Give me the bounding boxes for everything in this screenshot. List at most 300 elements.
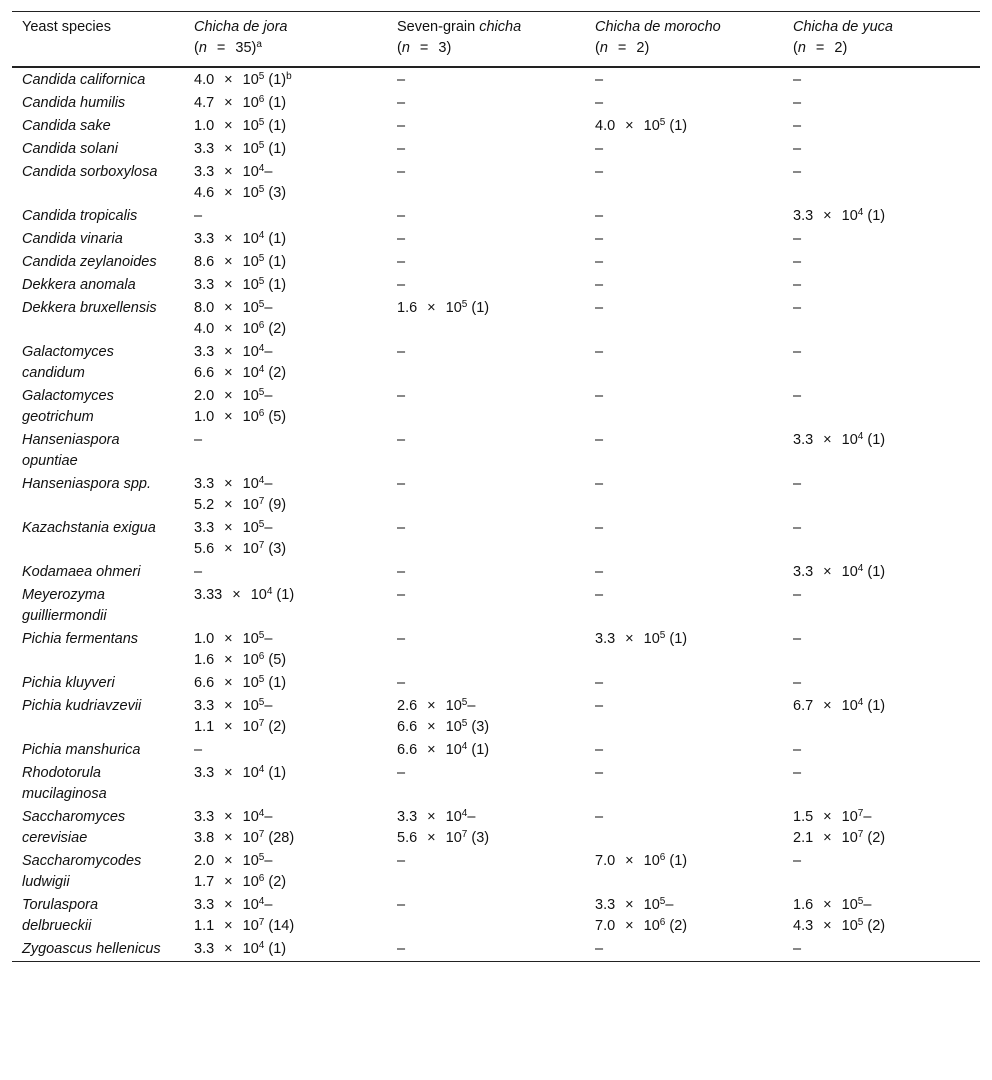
table-row bbox=[12, 473, 980, 517]
sample-count: (n = 3) bbox=[397, 40, 452, 56]
cell-jora bbox=[184, 251, 387, 274]
mantissa: 7.0 bbox=[595, 918, 616, 934]
exponent: 7 bbox=[461, 829, 468, 840]
count-value: $4.0 \times 10^5$ $(1)^b$ bbox=[194, 71, 292, 88]
exponent: 5 bbox=[258, 852, 265, 863]
mantissa: 1.6 bbox=[793, 897, 814, 913]
species-name: Hanseniaspora spp. bbox=[22, 476, 151, 492]
beverage-name-italic: chicha bbox=[479, 19, 522, 35]
species-name: Saccharomycodes ludwigii bbox=[22, 853, 142, 890]
mantissa: 3.8 bbox=[194, 830, 215, 846]
count-value: $3.3 \times 10^4$ (1) bbox=[194, 230, 287, 247]
exponent: 5 bbox=[258, 184, 265, 195]
mantissa: 3.3 bbox=[793, 208, 814, 224]
sample-count-value: 3 bbox=[438, 40, 447, 56]
cell-seven bbox=[387, 341, 585, 385]
exponent: 4 bbox=[258, 808, 265, 819]
mantissa: 1.1 bbox=[194, 918, 215, 934]
species-name: Pichia kudriavzevii bbox=[22, 698, 142, 714]
cell-seven bbox=[387, 517, 585, 561]
sample-count-value: 2 bbox=[834, 40, 843, 56]
table-row bbox=[12, 695, 980, 739]
count-value: $6.6 \times 10^5$ (1) bbox=[194, 674, 287, 691]
cell-seven bbox=[387, 695, 585, 739]
suffix: – bbox=[264, 476, 273, 492]
cell-jora bbox=[184, 850, 387, 894]
mantissa: 3.3 bbox=[194, 698, 215, 714]
exponent: 4 bbox=[258, 343, 265, 354]
exponent: 6 bbox=[258, 94, 265, 105]
mantissa: 3.3 bbox=[194, 765, 215, 781]
cell-morocho bbox=[585, 251, 783, 274]
empty-value: – bbox=[793, 277, 802, 293]
cell-seven bbox=[387, 561, 585, 584]
mantissa: 6.6 bbox=[397, 719, 418, 735]
count-value: $3.3 \times 10^4$ (1) bbox=[793, 207, 886, 224]
suffix: (1) bbox=[863, 698, 886, 714]
mantissa: 7.0 bbox=[595, 853, 616, 869]
table-row bbox=[12, 739, 980, 762]
species-name: Dekkera bruxellensis bbox=[22, 300, 157, 316]
count-value: $3.3 \times 10^4-$ bbox=[194, 808, 273, 825]
cell-morocho bbox=[585, 385, 783, 429]
count-value: $6.6 \times 10^4$ (2) bbox=[194, 364, 287, 381]
cell-yuca bbox=[783, 385, 980, 429]
count-value: $6.6 \times 10^5$ (3) bbox=[397, 718, 490, 735]
cell-morocho bbox=[585, 115, 783, 138]
empty-value: – bbox=[595, 95, 604, 111]
cell-jora bbox=[184, 138, 387, 161]
species-name: Saccharomyces cerevisiae bbox=[22, 809, 126, 846]
cell-jora bbox=[184, 341, 387, 385]
cell-morocho bbox=[585, 672, 783, 695]
exponent: 5 bbox=[461, 299, 468, 310]
cell-yuca bbox=[783, 561, 980, 584]
empty-value: – bbox=[397, 254, 406, 270]
exponent: 5 bbox=[258, 519, 265, 530]
species-name: Galactomyces geotrichum bbox=[22, 388, 114, 425]
cell-jora bbox=[184, 894, 387, 938]
count-value: $4.3 \times 10^5$ (2) bbox=[793, 917, 886, 934]
cell-yuca bbox=[783, 584, 980, 628]
empty-value: – bbox=[194, 564, 203, 580]
suffix: – bbox=[264, 809, 273, 825]
count-value: $3.3 \times 10^4$ (1) bbox=[793, 563, 886, 580]
exponent: 4 bbox=[266, 586, 273, 597]
exponent: 5 bbox=[659, 896, 666, 907]
cell-yuca bbox=[783, 341, 980, 385]
mantissa: 6.6 bbox=[194, 365, 215, 381]
column-header bbox=[387, 12, 585, 68]
empty-value: – bbox=[595, 208, 604, 224]
mantissa: 8.0 bbox=[194, 300, 215, 316]
mantissa: 1.0 bbox=[194, 631, 215, 647]
cell-yuca bbox=[783, 67, 980, 92]
count-value: $3.8 \times 10^7$ (28) bbox=[194, 829, 295, 846]
cell-seven bbox=[387, 672, 585, 695]
cell-morocho bbox=[585, 517, 783, 561]
empty-value: – bbox=[397, 587, 406, 603]
exponent: 5 bbox=[258, 674, 265, 685]
count-value: $2.0 \times 10^5-$ bbox=[194, 852, 273, 869]
count-value: $3.3 \times 10^5$ (1) bbox=[194, 140, 287, 157]
beverage-name: Seven-grain bbox=[397, 19, 476, 35]
species-name: Kodamaea ohmeri bbox=[22, 564, 141, 580]
cell-seven bbox=[387, 762, 585, 806]
suffix: (1) bbox=[467, 742, 490, 758]
table-row bbox=[12, 274, 980, 297]
table-header bbox=[12, 12, 980, 68]
empty-value: – bbox=[397, 208, 406, 224]
column-header bbox=[184, 12, 387, 68]
count-value: $7.0 \times 10^6$ (2) bbox=[595, 917, 688, 934]
mantissa: 6.6 bbox=[397, 742, 418, 758]
footnote-marker: a bbox=[256, 39, 262, 50]
exponent: 7 bbox=[857, 808, 864, 819]
cell-yuca bbox=[783, 138, 980, 161]
empty-value: – bbox=[793, 141, 802, 157]
count-value: $2.6 \times 10^5-$ bbox=[397, 697, 476, 714]
suffix: (1) bbox=[264, 95, 287, 111]
sample-count: (n = 2) bbox=[793, 40, 848, 56]
cell-jora bbox=[184, 67, 387, 92]
empty-value: – bbox=[793, 231, 802, 247]
empty-value: – bbox=[595, 941, 604, 957]
suffix: (1) bbox=[264, 277, 287, 293]
empty-value: – bbox=[595, 277, 604, 293]
exponent: 5 bbox=[659, 630, 666, 641]
mantissa: 1.6 bbox=[194, 652, 215, 668]
suffix: (2) bbox=[264, 719, 287, 735]
suffix: (2) bbox=[264, 874, 287, 890]
table-row bbox=[12, 584, 980, 628]
table-row bbox=[12, 205, 980, 228]
cell-seven bbox=[387, 473, 585, 517]
suffix: (1) bbox=[863, 208, 886, 224]
count-value: $3.3 \times 10^4$ (1) bbox=[194, 764, 287, 781]
suffix: (1) bbox=[264, 141, 287, 157]
empty-value: – bbox=[595, 476, 604, 492]
cell-yuca bbox=[783, 274, 980, 297]
table-row bbox=[12, 251, 980, 274]
count-value: $5.6 \times 10^7$ (3) bbox=[194, 540, 287, 557]
empty-value: – bbox=[397, 344, 406, 360]
cell-seven bbox=[387, 115, 585, 138]
suffix: (9) bbox=[264, 497, 287, 513]
exponent: 5 bbox=[258, 697, 265, 708]
empty-value: – bbox=[595, 587, 604, 603]
mantissa: 3.3 bbox=[595, 897, 616, 913]
cell-yuca bbox=[783, 894, 980, 938]
count-value: $4.0 \times 10^6$ (2) bbox=[194, 320, 287, 337]
empty-value: – bbox=[397, 118, 406, 134]
cell-seven bbox=[387, 739, 585, 762]
table-row bbox=[12, 517, 980, 561]
suffix: – bbox=[264, 344, 273, 360]
exponent: 5 bbox=[258, 117, 265, 128]
mantissa: 5.2 bbox=[194, 497, 215, 513]
count-value: $3.3 \times 10^4-$ bbox=[194, 343, 273, 360]
cell-morocho bbox=[585, 67, 783, 92]
cell-morocho bbox=[585, 695, 783, 739]
exponent: 7 bbox=[258, 718, 265, 729]
species-name: Meyerozyma guilliermondii bbox=[22, 587, 107, 624]
suffix: (5) bbox=[264, 652, 287, 668]
suffix: – bbox=[264, 164, 273, 180]
suffix: (3) bbox=[467, 830, 490, 846]
empty-value: – bbox=[793, 95, 802, 111]
mantissa: 4.0 bbox=[194, 72, 215, 88]
exponent: 5 bbox=[258, 71, 265, 82]
mantissa: 1.5 bbox=[793, 809, 814, 825]
cell-yuca bbox=[783, 205, 980, 228]
species-name: Dekkera anomala bbox=[22, 277, 136, 293]
count-value: $1.0 \times 10^5$ (1) bbox=[194, 117, 287, 134]
suffix: (1) bbox=[665, 118, 688, 134]
exponent: 4 bbox=[461, 741, 468, 752]
species-name: Pichia fermentans bbox=[22, 631, 139, 647]
cell-yuca bbox=[783, 672, 980, 695]
cell-morocho bbox=[585, 161, 783, 205]
cell-morocho bbox=[585, 739, 783, 762]
cell-jora bbox=[184, 297, 387, 341]
cell-seven bbox=[387, 429, 585, 473]
empty-value: – bbox=[793, 344, 802, 360]
count-value: $6.7 \times 10^4$ (1) bbox=[793, 697, 886, 714]
cell-jora bbox=[184, 739, 387, 762]
empty-value: – bbox=[793, 388, 802, 404]
suffix: – bbox=[264, 631, 273, 647]
count-value: $2.1 \times 10^7$ (2) bbox=[793, 829, 886, 846]
count-value: $1.0 \times 10^5-$ bbox=[194, 630, 273, 647]
cell-jora bbox=[184, 385, 387, 429]
species-name: Candida sake bbox=[22, 118, 111, 134]
cell-morocho bbox=[585, 938, 783, 962]
cell-morocho bbox=[585, 274, 783, 297]
cell-yuca bbox=[783, 739, 980, 762]
cell-morocho bbox=[585, 228, 783, 251]
cell-yuca bbox=[783, 297, 980, 341]
cell-yuca bbox=[783, 517, 980, 561]
species-name: Candida sorboxylosa bbox=[22, 164, 158, 180]
exponent: 7 bbox=[258, 540, 265, 551]
count-value: $4.7 \times 10^6$ (1) bbox=[194, 94, 287, 111]
empty-value: – bbox=[595, 254, 604, 270]
mantissa: 3.3 bbox=[793, 564, 814, 580]
cell-morocho bbox=[585, 850, 783, 894]
cell-seven bbox=[387, 67, 585, 92]
table-row bbox=[12, 429, 980, 473]
exponent: 5 bbox=[857, 917, 864, 928]
exponent: 5 bbox=[258, 299, 265, 310]
suffix: – bbox=[264, 388, 273, 404]
exponent: 6 bbox=[258, 408, 265, 419]
empty-value: – bbox=[397, 95, 406, 111]
mantissa: 3.3 bbox=[194, 164, 215, 180]
mantissa: 4.7 bbox=[194, 95, 215, 111]
sample-count-value: 2 bbox=[636, 40, 645, 56]
count-value: $3.3 \times 10^4$ (1) bbox=[194, 940, 287, 957]
cell-morocho bbox=[585, 894, 783, 938]
mantissa: 1.1 bbox=[194, 719, 215, 735]
mantissa: 3.3 bbox=[194, 897, 215, 913]
suffix: (14) bbox=[264, 918, 295, 934]
count-value: $3.3 \times 10^4-$ bbox=[194, 475, 273, 492]
empty-value: – bbox=[595, 675, 604, 691]
column-header-title bbox=[595, 17, 773, 38]
empty-value: – bbox=[397, 164, 406, 180]
cell-jora bbox=[184, 628, 387, 672]
count-value: $1.5 \times 10^7-$ bbox=[793, 808, 872, 825]
empty-value: – bbox=[793, 72, 802, 88]
cell-jora bbox=[184, 473, 387, 517]
empty-value: – bbox=[397, 388, 406, 404]
mantissa: 6.6 bbox=[194, 675, 215, 691]
count-value: $4.0 \times 10^5$ (1) bbox=[595, 117, 688, 134]
species-name: Rhodotorula mucilaginosa bbox=[22, 765, 107, 802]
exponent: 4 bbox=[857, 563, 864, 574]
table-row bbox=[12, 161, 980, 205]
mantissa: 5.6 bbox=[194, 541, 215, 557]
species-name: Kazachstania exigua bbox=[22, 520, 156, 536]
suffix: (2) bbox=[264, 321, 287, 337]
table-row bbox=[12, 894, 980, 938]
species-name: Torulaspora delbrueckii bbox=[22, 897, 99, 934]
empty-value: – bbox=[397, 631, 406, 647]
empty-value: – bbox=[595, 765, 604, 781]
suffix: (1) bbox=[863, 564, 886, 580]
empty-value: – bbox=[397, 72, 406, 88]
cell-seven bbox=[387, 628, 585, 672]
count-value: $1.1 \times 10^7$ (14) bbox=[194, 917, 295, 934]
cell-yuca bbox=[783, 695, 980, 739]
mantissa: 1.7 bbox=[194, 874, 215, 890]
exponent: 7 bbox=[258, 829, 265, 840]
species-name: Candida solani bbox=[22, 141, 118, 157]
cell-jora bbox=[184, 762, 387, 806]
table-row bbox=[12, 938, 980, 962]
mantissa: 4.6 bbox=[194, 185, 215, 201]
table-row bbox=[12, 115, 980, 138]
suffix: – bbox=[665, 897, 674, 913]
count-value: $1.7 \times 10^6$ (2) bbox=[194, 873, 287, 890]
exponent: 4 bbox=[461, 808, 468, 819]
cell-seven bbox=[387, 161, 585, 205]
mantissa: 3.3 bbox=[194, 941, 215, 957]
cell-jora bbox=[184, 672, 387, 695]
cell-morocho bbox=[585, 138, 783, 161]
count-value: $6.6 \times 10^4$ (1) bbox=[397, 741, 490, 758]
cell-jora bbox=[184, 806, 387, 850]
empty-value: – bbox=[595, 300, 604, 316]
empty-value: – bbox=[595, 564, 604, 580]
cell-morocho bbox=[585, 341, 783, 385]
mantissa: 3.33 bbox=[194, 587, 223, 603]
species-name: Galactomyces candidum bbox=[22, 344, 114, 381]
column-header-title bbox=[793, 17, 970, 38]
empty-value: – bbox=[397, 765, 406, 781]
table-row bbox=[12, 138, 980, 161]
mantissa: 2.0 bbox=[194, 388, 215, 404]
exponent: 4 bbox=[258, 364, 265, 375]
count-value: $3.3 \times 10^4-$ bbox=[194, 896, 273, 913]
table-row bbox=[12, 67, 980, 92]
suffix: (1) bbox=[264, 254, 287, 270]
exponent: 4 bbox=[258, 764, 265, 775]
cell-seven bbox=[387, 297, 585, 341]
beverage-name: Chicha de morocho bbox=[595, 19, 721, 35]
suffix: (2) bbox=[665, 918, 688, 934]
species-name: Candida californica bbox=[22, 72, 146, 88]
count-value: $1.0 \times 10^6$ (5) bbox=[194, 408, 287, 425]
cell-yuca bbox=[783, 161, 980, 205]
empty-value: – bbox=[793, 300, 802, 316]
suffix: (2) bbox=[863, 918, 886, 934]
exponent: 5 bbox=[659, 117, 666, 128]
empty-value: – bbox=[397, 520, 406, 536]
species-name: Pichia kluyveri bbox=[22, 675, 115, 691]
mantissa: 3.3 bbox=[194, 520, 215, 536]
suffix: (1) bbox=[264, 765, 287, 781]
suffix: (5) bbox=[264, 409, 287, 425]
exponent: 5 bbox=[258, 253, 265, 264]
count-value: $5.2 \times 10^7$ (9) bbox=[194, 496, 287, 513]
cell-morocho bbox=[585, 561, 783, 584]
suffix: (1) bbox=[863, 432, 886, 448]
suffix: – bbox=[863, 897, 872, 913]
cell-yuca bbox=[783, 938, 980, 962]
exponent: 4 bbox=[258, 230, 265, 241]
count-value: $2.0 \times 10^5-$ bbox=[194, 387, 273, 404]
empty-value: – bbox=[595, 698, 604, 714]
table-row bbox=[12, 385, 980, 429]
mantissa: 1.6 bbox=[397, 300, 418, 316]
empty-value: – bbox=[595, 432, 604, 448]
empty-value: – bbox=[595, 742, 604, 758]
suffix: – bbox=[264, 853, 273, 869]
mantissa: 3.3 bbox=[194, 809, 215, 825]
exponent: 6 bbox=[258, 320, 265, 331]
empty-value: – bbox=[595, 231, 604, 247]
empty-value: – bbox=[194, 742, 203, 758]
cell-seven bbox=[387, 205, 585, 228]
cell-jora bbox=[184, 584, 387, 628]
cell-seven bbox=[387, 938, 585, 962]
cell-morocho bbox=[585, 297, 783, 341]
count-value: $3.33 \times 10^4$ (1) bbox=[194, 586, 295, 603]
species-name: Candida vinaria bbox=[22, 231, 123, 247]
exponent: 5 bbox=[461, 718, 468, 729]
empty-value: – bbox=[793, 520, 802, 536]
mantissa: 2.1 bbox=[793, 830, 814, 846]
empty-value: – bbox=[793, 675, 802, 691]
column-header-label: Yeast species bbox=[22, 19, 111, 35]
cell-morocho bbox=[585, 762, 783, 806]
mantissa: 4.0 bbox=[595, 118, 616, 134]
cell-seven bbox=[387, 385, 585, 429]
empty-value: – bbox=[397, 277, 406, 293]
empty-value: – bbox=[793, 631, 802, 647]
suffix: (1) bbox=[272, 587, 295, 603]
exponent: 5 bbox=[258, 387, 265, 398]
empty-value: – bbox=[793, 476, 802, 492]
suffix: (1) bbox=[665, 853, 688, 869]
suffix: (1) bbox=[264, 118, 287, 134]
mantissa: 3.3 bbox=[595, 631, 616, 647]
empty-value: – bbox=[397, 897, 406, 913]
table-row bbox=[12, 297, 980, 341]
species-name: Hanseniaspora opuntiae bbox=[22, 432, 120, 469]
